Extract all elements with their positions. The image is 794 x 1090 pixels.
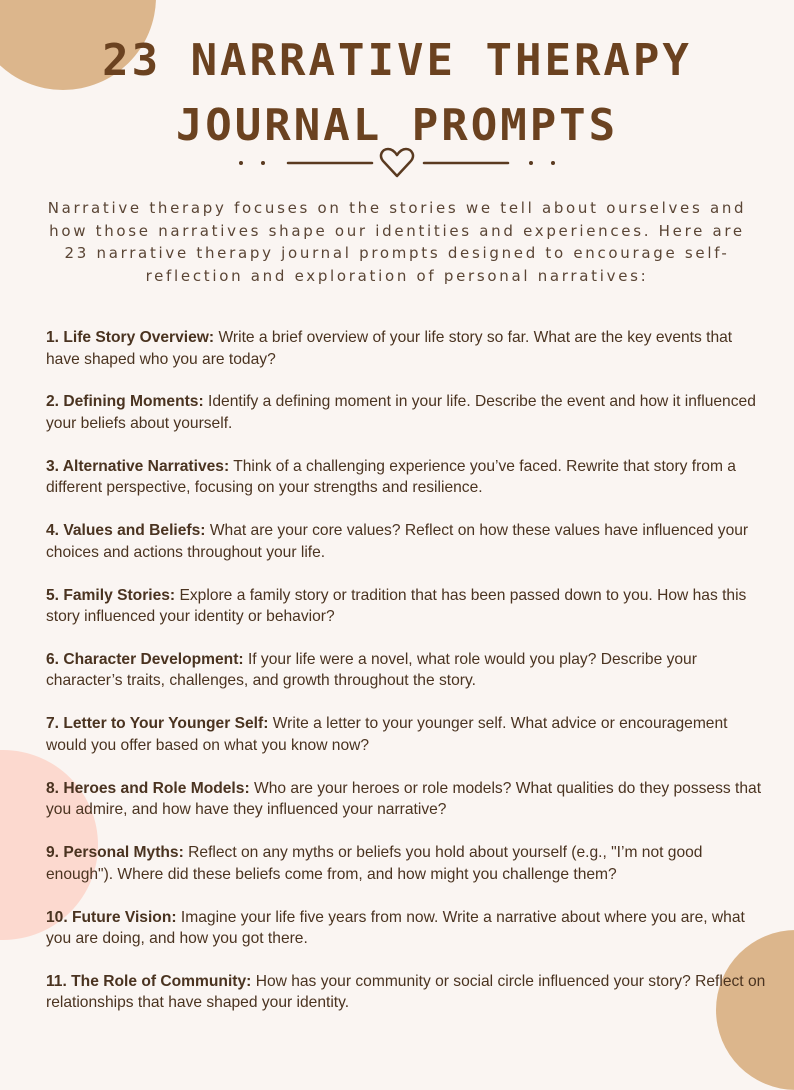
prompt-text: If your life were a novel, what role would you play? Describe your character’s traits, challenges, and growth throughout the story. bbox=[46, 650, 697, 690]
title-line-2: JOURNAL PROMPTS bbox=[175, 100, 619, 151]
heart-icon bbox=[381, 149, 413, 176]
prompt-text: Imagine your life five years from now. Write a narrative about where you are, what you are doing, and how you got there. bbox=[46, 908, 745, 948]
prompt-heading: 4. Values and Beliefs: bbox=[46, 522, 206, 540]
prompt-heading: 9. Personal Myths: bbox=[46, 844, 184, 862]
intro-paragraph: Narrative therapy focuses on the stories we tell about ourselves and how those narratives shape our identities and experiences. Here are 23 narrative therapy journal prompts designed to encourage self-reflection and exploration of personal narratives: bbox=[47, 199, 747, 285]
prompt-item bbox=[46, 520, 766, 584]
divider-dot bbox=[239, 161, 243, 165]
prompt-heading: 1. Life Story Overview: bbox=[46, 329, 215, 346]
prompt-item bbox=[46, 456, 766, 520]
heart-divider bbox=[227, 146, 567, 180]
title-line-1: 23 NARRATIVE THERAPY bbox=[102, 35, 692, 86]
prompt-text: Reflect on any myths or beliefs you hold about yourself (e.g., "I’m not good enough"). Where did these beliefs come from, and how might you challenge them? bbox=[46, 844, 703, 883]
prompt-text: Think of a challenging experience you’ve faced. Rewrite that story from a different perspective, focusing on your strengths and resilience. bbox=[46, 457, 736, 497]
prompt-item bbox=[46, 907, 766, 971]
prompt-item bbox=[46, 778, 766, 842]
prompt-heading: 3. Alternative Narratives: bbox=[46, 457, 230, 475]
divider-dot bbox=[551, 161, 555, 165]
prompt-list bbox=[46, 327, 766, 1035]
prompt-item bbox=[46, 649, 766, 713]
prompt-heading: 6. Character Development: bbox=[46, 650, 244, 668]
prompt-text: Identify a defining moment in your life. Describe the event and how it influenced your beliefs about yourself. bbox=[46, 393, 756, 432]
prompt-item bbox=[46, 842, 766, 906]
prompt-heading: 11. The Role of Community: bbox=[46, 972, 252, 990]
prompt-heading: 10. Future Vision: bbox=[46, 908, 177, 926]
prompt-heading: 8. Heroes and Role Models: bbox=[46, 779, 250, 797]
prompt-text: Explore a family story or tradition that has been passed down to you. How has this story influenced your identity or behavior? bbox=[46, 586, 747, 626]
prompt-text: Who are your heroes or role models? What qualities do they possess that you admire, and how have they influenced your narrative? bbox=[46, 779, 762, 819]
divider-dot bbox=[529, 161, 533, 165]
prompt-item bbox=[46, 327, 766, 391]
prompt-item bbox=[46, 391, 766, 455]
prompt-item bbox=[46, 585, 766, 649]
divider-dot bbox=[261, 161, 265, 165]
prompt-text: How has your community or social circle influenced your story? Reflect on relationships that have shaped your identity. bbox=[46, 972, 766, 1012]
prompt-heading: 2. Defining Moments: bbox=[46, 393, 204, 411]
prompt-heading: 5. Family Stories: bbox=[46, 586, 176, 604]
prompt-item bbox=[46, 713, 766, 777]
prompt-text: Write a brief overview of your life story so far. What are the key events that have shaped who you are today? bbox=[46, 329, 733, 368]
prompt-text: What are your core values? Reflect on how these values have influenced your choices and actions throughout your life. bbox=[46, 522, 749, 561]
prompt-heading: 7. Letter to Your Younger Self: bbox=[46, 715, 269, 733]
prompt-text: Write a letter to your younger self. What advice or encouragement would you offer based on what you know now? bbox=[46, 715, 728, 754]
prompt-item bbox=[46, 971, 766, 1035]
page-title bbox=[0, 28, 794, 158]
